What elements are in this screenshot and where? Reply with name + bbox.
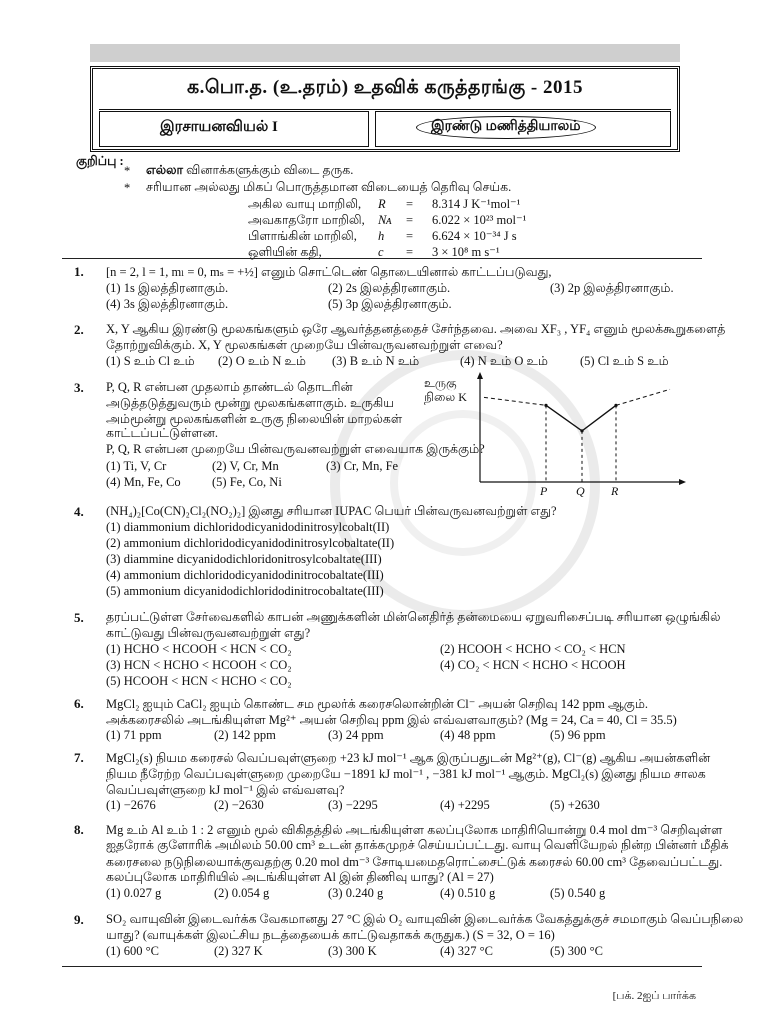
q3-stem-line: அம்மூன்று மூலகங்களின் உருகு நிலையின் மாறல்கள் (106, 412, 403, 426)
y-axis-arrow (477, 372, 483, 379)
duration-cell (375, 111, 671, 147)
q2-option[interactable]: (2) O உம் N உம் (218, 354, 306, 368)
section-rule (62, 966, 702, 967)
q1-option[interactable]: (1) 1s இலத்திரனாகும். (106, 281, 229, 295)
note-1: எல்லா வினாக்களுக்கும் விடை தருக. (146, 163, 354, 177)
melting-point-graph (470, 370, 690, 500)
divider (99, 109, 671, 110)
q7-number: 7. (74, 750, 84, 765)
q2-stem-line: தோற்றுவிக்கும். X, Y மூலகங்கள் முறையே பின்வருவனவற்றுள் எவை? (106, 338, 503, 352)
q7-stem-line: வெப்பவுள்ளுறை kJ mol⁻¹ இல் எவ்வளவு? (106, 783, 345, 797)
page-footer: [பக். 2ஐப் பார்க்க (612, 990, 696, 1002)
q6-option[interactable]: (5) 96 ppm (550, 728, 606, 742)
q1-option[interactable]: (3) 2p இலத்திரனாகும். (550, 281, 674, 295)
q8-stem-line: கரைசலை நடுநிலையாக்குவதற்கு 0.20 mol dm⁻³ சோடியமைதரொட்சைட்டுக் கரைசல் 60.00 cm³ தேவைப்பட்டது. (106, 855, 723, 869)
q8-option[interactable]: (4) 0.510 g (440, 886, 496, 900)
q7-stem-line: MgCl₂(s) நியம கரைசல் வெப்பவுள்ளுறை +23 kJ mol⁻¹ ஆக இருப்பதுடன் Mg²⁺(g), Cl⁻(g) ஆகிய அயன்களின் (106, 751, 711, 765)
q8-stem-line: கலப்புலோக மாதிரியில் அடங்கியுள்ள Al இன் திணிவு யாது? (Al = 27) (106, 870, 494, 884)
q3-option[interactable]: (1) Ti, V, Cr (106, 459, 167, 473)
subject-cell (99, 111, 369, 147)
q4-number: 4. (74, 504, 84, 519)
q8-option[interactable]: (1) 0.027 g (106, 886, 162, 900)
q7-option[interactable]: (3) −2295 (328, 798, 378, 812)
data-point-p (544, 404, 547, 407)
data-point-r (614, 404, 617, 407)
q4-option[interactable]: (1) diammonium dichloridodicyanidodinitrosylcobalt(II) (106, 520, 390, 534)
lead-in-dashed (484, 397, 546, 405)
q9-option[interactable]: (5) 300 °C (550, 944, 603, 958)
graph-ylabel: நிலை K (424, 390, 467, 404)
q6-option[interactable]: (3) 24 ppm (328, 728, 384, 742)
q2-option[interactable]: (1) S உம் Cl உம் (106, 354, 195, 368)
constants-table: அகில வாயு மாறிலி, R = 8.314 J K⁻¹mol⁻¹ அவகாதரோ மாறிலி, Nᴀ = 6.022 × 10²³ mol⁻¹ பிளாங்கின் மாறிலி, h = 6.624 × 10⁻³⁴ J s ஒளியின் கதி, c = 3 × 10⁸ m s⁻¹ (248, 197, 527, 259)
q8-option[interactable]: (3) 0.240 g (328, 886, 384, 900)
q4-option[interactable]: (4) ammonium dichloridodicyanidodinitrocobaltate(III) (106, 568, 384, 582)
q4-option[interactable]: (2) ammonium dichloridodicyanidodinitrosylcobaltate(II) (106, 536, 395, 550)
data-point-q (580, 429, 583, 432)
q8-option[interactable]: (2) 0.054 g (214, 886, 270, 900)
q8-option[interactable]: (5) 0.540 g (550, 886, 606, 900)
graph-xlabel: Q (576, 484, 585, 498)
q3-option[interactable]: (3) Cr, Mn, Fe (326, 459, 399, 473)
note-bullet: * (124, 181, 131, 195)
q7-option[interactable]: (1) −2676 (106, 798, 156, 812)
q4-option[interactable]: (3) diammine dicyanidodichloridonitrosylcobaltate(III) (106, 552, 382, 566)
q5-option[interactable]: (3) HCN < HCHO < HCOOH < CO₂ (106, 658, 292, 672)
q3-stem-line: காட்டப்பட்டுள்ளன. (106, 426, 218, 440)
q1-option[interactable]: (4) 3s இலத்திரனாகும். (106, 297, 229, 311)
q2-option[interactable]: (5) Cl உம் S உம் (580, 354, 669, 368)
q9-stem-line: SO₂ வாயுவின் இடைவர்க்க வேகமானது 27 °C இல் O₂ வாயுவின் இடைவர்க்க வேகத்துக்குச் சமமாகும் வெப்பநிலை (106, 912, 744, 926)
q1-option[interactable]: (2) 2s இலத்திரனாகும். (328, 281, 451, 295)
section-rule (62, 258, 702, 259)
graph-ylabel: உருகு (424, 376, 457, 390)
lead-out-dashed (616, 389, 670, 405)
q6-stem-line: அக்கரைசலில் அடங்கியுள்ள Mg²⁺ அயன் செறிவு ppm இல் எவ்வளவாகும்? (Mg = 24, Ca = 40, Cl = 35.5) (106, 713, 677, 727)
q5-option[interactable]: (2) HCOOH < HCHO < CO₂ < HCN (440, 642, 626, 656)
note-2: சரியான அல்லது மிகப் பொருத்தமான விடையைத் தெரிவு செய்க. (146, 180, 512, 194)
q6-option[interactable]: (2) 142 ppm (214, 728, 276, 742)
q3-number: 3. (74, 380, 84, 395)
duration-label: இரண்டு மணித்தியாலம் (416, 116, 596, 139)
q7-option[interactable]: (5) +2630 (550, 798, 600, 812)
q2-option[interactable]: (3) B உம் N உம் (332, 354, 420, 368)
q3-option[interactable]: (5) Fe, Co, Ni (212, 475, 282, 489)
q2-stem-line: X, Y ஆகிய இரண்டு மூலகங்களும் ஒரே ஆவர்த்தனத்தைச் சேர்ந்தவை. அவை XF₃ , YF₄ எனும் மூலக்கூறுகளைத் (106, 322, 726, 336)
q4-stem: (NH₄)₂[Co(CN)₂Cl₂(NO₂)₂] இனது சரியான IUPAC பெயர் பின்வருவனவற்றுள் எது? (106, 504, 557, 518)
q1-stem: [n = 2, l = 1, mₗ = 0, mₛ = +½] எனும் சொட்டெண் தொடையினால் காட்டப்படுவது, (106, 265, 552, 279)
exam-title: க.பொ.த. (உ.தரம்) உதவிக் கருத்தரங்கு - 2015 (187, 77, 583, 98)
q1-number: 1. (74, 264, 84, 279)
header-box (90, 66, 680, 152)
q6-stem-line: MgCl₂ ஐயும் CaCl₂ ஐயும் கொண்ட சம மூலர்க் கரைசலொன்றின் Cl⁻ அயன் செறிவு 142 ppm ஆகும். (106, 697, 649, 711)
q5-option[interactable]: (5) HCOOH < HCN < HCHO < CO₂ (106, 674, 292, 688)
q2-number: 2. (74, 322, 84, 337)
q3-stem-line: அடுத்தடுத்துவரும் மூன்று மூலகங்களாகும். உருகிய (106, 396, 394, 410)
q7-option[interactable]: (4) +2295 (440, 798, 490, 812)
q5-stem-line: காட்டுவது பின்வருவனவற்றுள் எது? (106, 626, 311, 640)
subject-name: இரசாயனவியல் I (160, 119, 278, 135)
q9-option[interactable]: (3) 300 K (328, 944, 377, 958)
q3-option[interactable]: (4) Mn, Fe, Co (106, 475, 181, 489)
q7-option[interactable]: (2) −2630 (214, 798, 264, 812)
melting-point-line (546, 405, 616, 431)
q5-number: 5. (74, 610, 84, 625)
q9-number: 9. (74, 912, 84, 927)
notes-label: குறிப்பு : (76, 154, 124, 168)
q7-stem-line: நியம நீரேற்ற வெப்பவுள்ளுறை முறையே −1891 kJ mol⁻¹ , −381 kJ mol⁻¹ ஆகும். MgCl₂(s) இனது நியம சாலக (106, 767, 706, 781)
q8-number: 8. (74, 822, 84, 837)
q6-option[interactable]: (1) 71 ppm (106, 728, 162, 742)
q8-stem-line: ஐதரோக் குளோரிக் அமிலம் 50.00 cm³ உடன் தாக்கமுறச் செய்யப்பட்டது. வாயு வெளியேறல் நின்ற பின்னர் மீதிக் (106, 838, 729, 852)
graph-xlabel: R (611, 484, 619, 498)
q6-number: 6. (74, 696, 84, 711)
q3-option[interactable]: (2) V, Cr, Mn (212, 459, 279, 473)
q9-option[interactable]: (2) 327 K (214, 944, 263, 958)
note-bullet: * (124, 164, 131, 178)
q9-stem-line: யாது? (வாயுக்கள் இலட்சிய நடத்தையைக் காட்டுவதாகக் கருதுக.) (S = 32, O = 16) (106, 928, 555, 942)
q8-stem-line: Mg உம் Al உம் 1 : 2 எனும் மூல் விகிதத்தில் அடங்கியுள்ள கலப்புலோக மாதிரியொன்று 0.4 mol dm⁻³ செறிவுள்ள (106, 823, 723, 837)
q4-option[interactable]: (5) ammonium dicyanidodichloridodinitrocobaltate(III) (106, 584, 384, 598)
q5-option[interactable]: (4) CO₂ < HCN < HCHO < HCOOH (440, 658, 626, 672)
q1-option[interactable]: (5) 3p இலத்திரனாகும். (328, 297, 452, 311)
q5-option[interactable]: (1) HCHO < HCOOH < HCN < CO₂ (106, 642, 292, 656)
graph-xlabel: P (540, 484, 548, 498)
q6-option[interactable]: (4) 48 ppm (440, 728, 496, 742)
q3-stem-line: P, Q, R என்பன முதலாம் தாண்டல் தொடரின் (106, 380, 353, 394)
x-axis-arrow (679, 479, 686, 485)
q5-stem-line: தரப்பட்டுள்ள சேர்வைகளில் காபன் அணுக்களின் மின்னெதிர்த் தன்மையை ஏறுவரிசைப்படி சரியான ஒழுங்கில் (106, 610, 721, 624)
q3-stem-line: P, Q, R என்பன முறையே பின்வருவனவற்றுள் எவையாக இருக்கும்? (106, 442, 485, 456)
q9-option[interactable]: (1) 600 °C (106, 944, 159, 958)
header-bar (90, 44, 680, 62)
q2-option[interactable]: (4) N உம் O உம் (460, 354, 548, 368)
q9-option[interactable]: (4) 327 °C (440, 944, 493, 958)
